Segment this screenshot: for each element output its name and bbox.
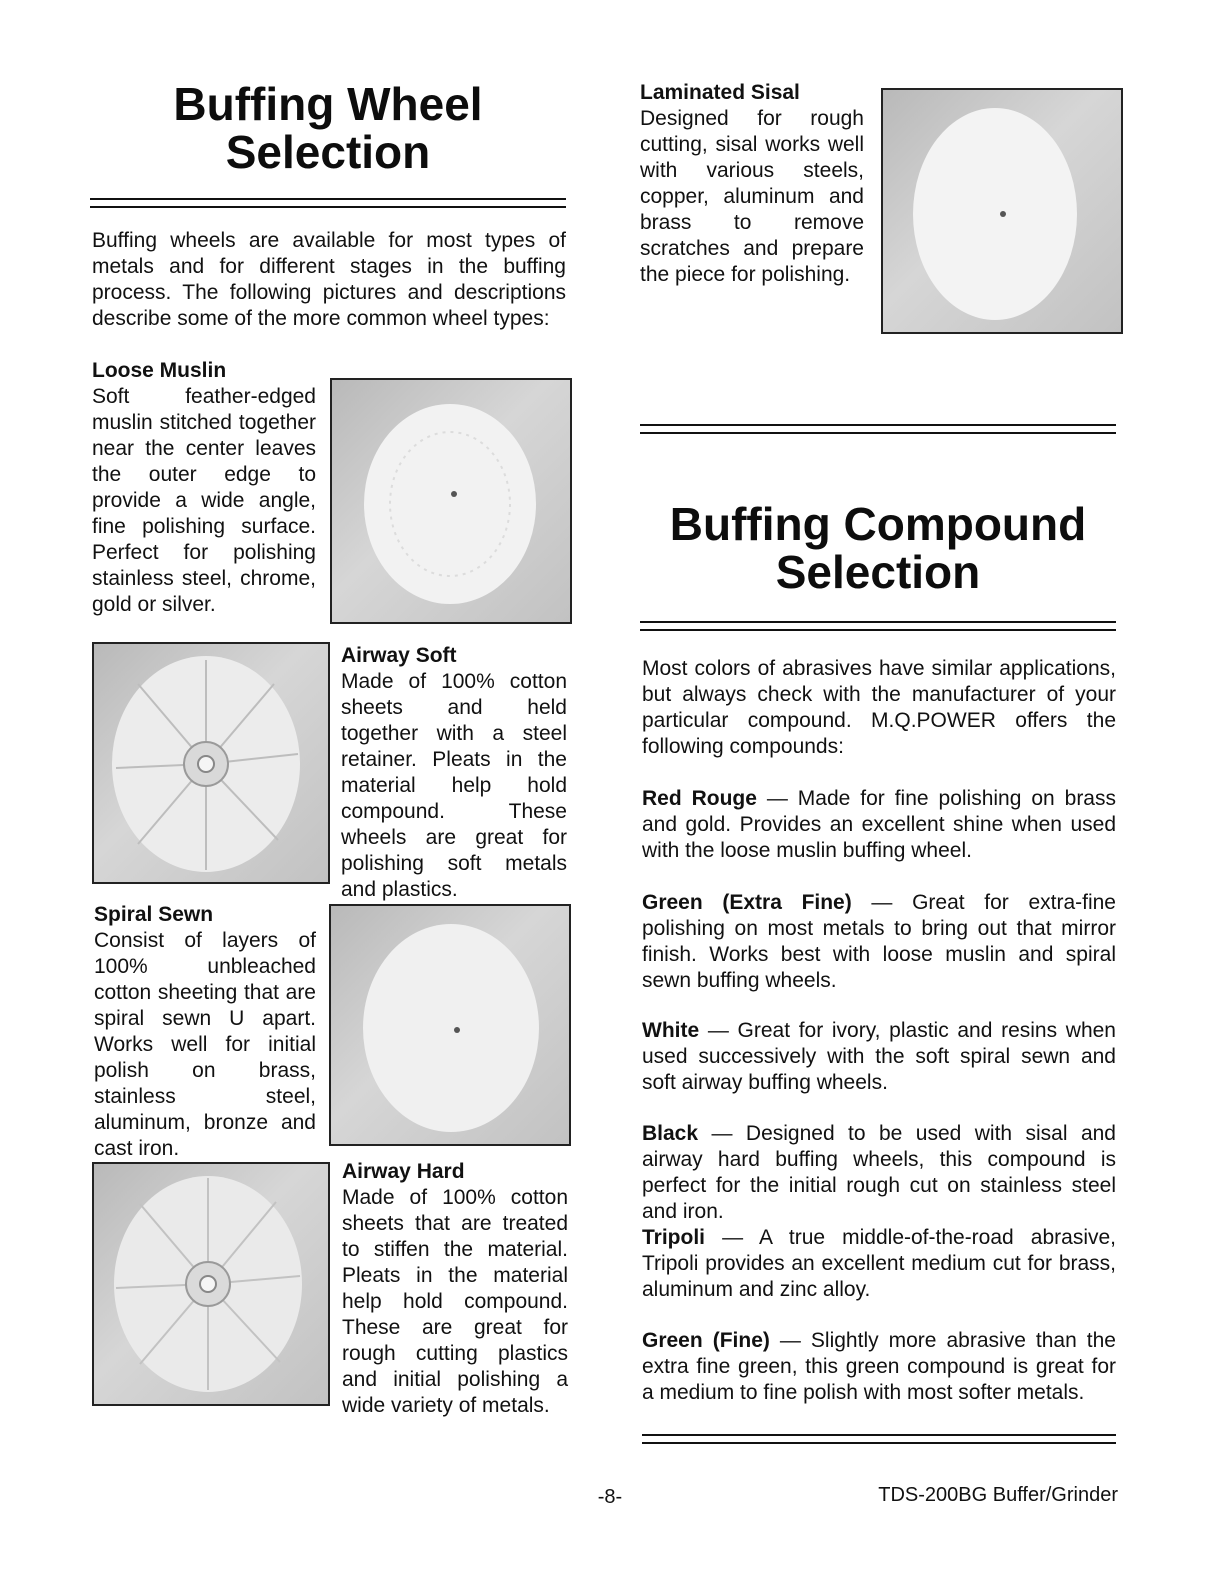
- wheel-title: Laminated Sisal: [640, 81, 800, 104]
- compound-description: — Great for extra-fine polishing on most metals to bring out that mirror finish. Works best with loose muslin and spiral sewn buffing wheels.: [642, 891, 1116, 992]
- wheel-entry-airway-hard: [342, 1159, 568, 1419]
- compound-description: — Great for ivory, plastic and resins when used successively with the soft spiral sewn and soft airway buffing wheels.: [642, 1019, 1116, 1094]
- wheel-description: Designed for rough cutting, sisal works well with various steels, copper, aluminum and brass to remove scratches and prepare the piece for polishing.: [640, 107, 864, 286]
- wheel-description: Made of 100% cotton sheets that are treated to stiffen the material. Pleats in the material help hold compound. These are great for rough cutting plastics and initial polishing a wide variety of metals.: [342, 1186, 568, 1417]
- wheel-intro: Buffing wheels are available for most types of metals and for different stages in the buffing process. The following pictures and descriptions describe some of the more common wheel types:: [92, 229, 566, 330]
- wheel-entry-laminated-sisal: [640, 80, 864, 288]
- compound-item: [642, 1328, 1116, 1406]
- wheel-title: Loose Muslin: [92, 359, 227, 382]
- wheel-title: Airway Hard: [342, 1160, 465, 1183]
- compound-name: Green (Extra Fine): [642, 891, 852, 914]
- left-heading-rule: [90, 198, 566, 208]
- compound-description: — Made for fine polishing on brass and gold. Provides an excellent shine when used with the loose muslin buffing wheel.: [642, 787, 1116, 862]
- left-heading: Buffing Wheel Selection: [173, 78, 483, 178]
- right-heading-bottom-rule: [640, 621, 1116, 631]
- spiral-sewn-wheel-photo: [329, 904, 571, 1146]
- compound-name: Green (Fine): [642, 1329, 770, 1352]
- compound-name: White: [642, 1019, 700, 1042]
- compound-item: [642, 1121, 1116, 1225]
- bottom-rule: [642, 1434, 1116, 1444]
- airway-hard-wheel-photo: [92, 1162, 330, 1406]
- laminated-sisal-wheel-photo: [881, 88, 1123, 334]
- compound-name: Red Rouge: [642, 787, 757, 810]
- compound-item: [642, 786, 1116, 864]
- compound-description: — A true middle-of-the-road abrasive, Tripoli provides an excellent medium cut for brass, aluminum and zinc alloy.: [642, 1226, 1116, 1301]
- compound-item: [642, 890, 1116, 994]
- wheel-description: Consist of layers of 100% unbleached cotton sheeting that are spiral sewn U apart. Works well for initial polish on brass, stainless steel, aluminum, bronze and cast iron.: [94, 929, 316, 1160]
- wheel-title: Spiral Sewn: [94, 903, 214, 926]
- right-heading: Buffing Compound Selection: [669, 498, 1087, 598]
- wheel-entry-loose-muslin: [92, 358, 316, 618]
- compound-item: [642, 1018, 1116, 1096]
- compound-name: Black: [642, 1122, 699, 1145]
- document-title: TDS-200BG Buffer/Grinder: [878, 1484, 1118, 1506]
- compound-description: — Slightly more abrasive than the extra fine green, this green compound is great for a medium to fine polish with most softer metals.: [642, 1329, 1116, 1404]
- right-heading-top-rule: [640, 424, 1116, 434]
- compound-intro: Most colors of abrasives have similar applications, but always check with the manufacturer of your particular compound. M.Q.POWER offers the following compounds:: [642, 657, 1116, 758]
- wheel-description: Made of 100% cotton sheets and held together with a steel retainer. Pleats in the material help hold compound. These wheels are great for polishing soft metals and plastics.: [341, 670, 567, 901]
- compound-description: — Designed to be used with sisal and airway hard buffing wheels, this compound is perfect for the initial rough cut on stainless steel and iron.: [642, 1122, 1116, 1223]
- wheel-description: Soft feather-edged muslin stitched together near the center leaves the outer edge to provide a wide angle, fine polishing surface. Perfect for polishing stainless steel, chrome, gold or silver.: [92, 385, 316, 616]
- wheel-entry-airway-soft: [341, 643, 567, 903]
- airway-soft-wheel-photo: [92, 642, 330, 884]
- loose-muslin-wheel-photo: [330, 378, 572, 624]
- wheel-title: Airway Soft: [341, 644, 457, 667]
- compound-item: [642, 1225, 1116, 1303]
- compound-name: Tripoli: [642, 1226, 705, 1249]
- wheel-entry-spiral-sewn: [94, 902, 316, 1162]
- page-number: -8-: [597, 1486, 623, 1508]
